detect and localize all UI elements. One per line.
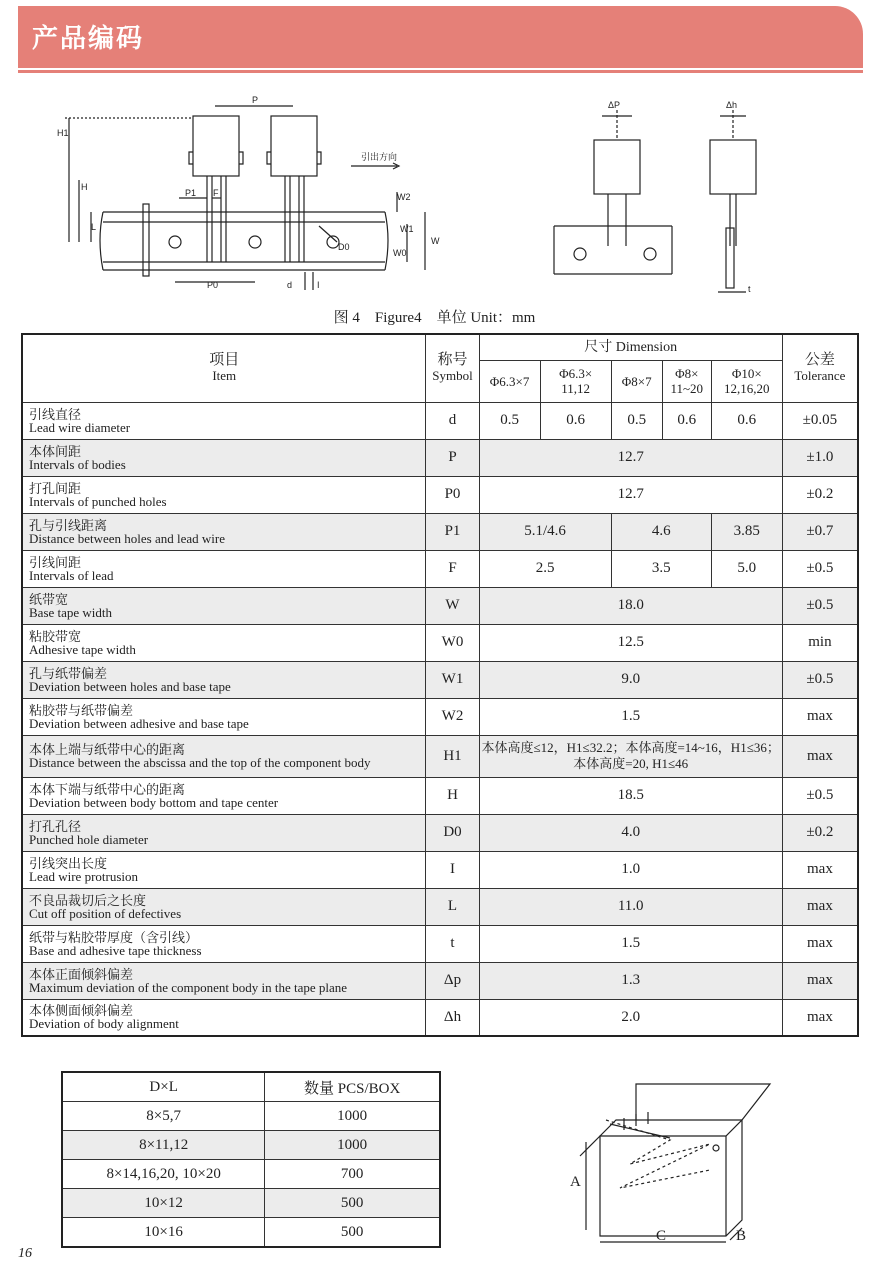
item-cn: 本体侧面倾斜偏差 xyxy=(29,1003,134,1019)
row-value: 0.6 xyxy=(662,402,711,439)
label-dp: ΔP xyxy=(608,100,621,110)
row-value: 12.5 xyxy=(479,624,782,661)
row-value: 18.5 xyxy=(479,777,782,814)
box-label-a: A xyxy=(570,1174,581,1190)
table-row xyxy=(22,402,858,439)
row-symbol: W xyxy=(426,587,479,624)
row-symbol: t xyxy=(426,925,479,962)
item-en: Distance between the abscissa and the top of the component body xyxy=(29,755,371,770)
row-item xyxy=(22,587,426,624)
row-value: 18.0 xyxy=(479,587,782,624)
row-value: 本体高度≤12，H1≤32.2；本体高度=14~16，H1≤36；本体高度=20, H1≤46 xyxy=(479,735,782,777)
row-item xyxy=(22,888,426,925)
row-tolerance: max xyxy=(782,925,858,962)
row-symbol: Δp xyxy=(426,962,479,999)
row-value: 2.5 xyxy=(479,550,611,587)
packing-head-1: 数量 PCS/BOX xyxy=(265,1072,440,1102)
packing-row xyxy=(62,1160,440,1189)
item-cn: 不良品裁切后之长度 xyxy=(29,892,147,908)
item-en: Punched hole diameter xyxy=(29,831,149,847)
label-w1: W1 xyxy=(400,224,414,234)
box-label-b: B xyxy=(736,1228,747,1244)
figure-caption: 图 4 Figure4 单位 Unit：mm xyxy=(333,310,536,326)
item-cn: 本体正面倾斜偏差 xyxy=(29,966,134,982)
item-cn: 引线间距 xyxy=(29,554,82,570)
table-row xyxy=(22,661,858,698)
row-item xyxy=(22,735,426,777)
page-title: 产品编码 xyxy=(32,24,145,54)
packing-row xyxy=(62,1131,440,1160)
packing-cell: 1000 xyxy=(265,1102,440,1131)
item-en: Cut off position of defectives xyxy=(29,905,182,921)
item-en: Lead wire protrusion xyxy=(29,868,139,884)
packing-row xyxy=(62,1218,440,1248)
item-cn: 打孔孔径 xyxy=(29,818,82,834)
item-en: Base tape width xyxy=(29,604,113,620)
row-value: 12.7 xyxy=(479,439,782,476)
label-p: P xyxy=(252,95,259,105)
row-symbol: P1 xyxy=(426,513,479,550)
item-cn: 本体上端与纸带中心的距离 xyxy=(29,742,186,757)
item-cn: 孔与引线距离 xyxy=(29,517,108,533)
item-en: Distance between holes and lead wire xyxy=(29,530,226,546)
label-h: H xyxy=(81,182,88,192)
spec-table xyxy=(21,333,859,1037)
label-w0: W0 xyxy=(393,248,407,258)
packing-cell: 8×5,7 xyxy=(62,1102,265,1131)
row-tolerance: ±0.2 xyxy=(782,814,858,851)
item-en: Deviation between body bottom and tape center xyxy=(29,794,279,810)
tape-dimension-figure xyxy=(55,92,465,297)
row-symbol: Δh xyxy=(426,999,479,1036)
col-symbol: 称号 Symbol xyxy=(426,334,479,402)
item-en: Base and adhesive tape thickness xyxy=(29,942,202,958)
row-item xyxy=(22,925,426,962)
row-value: 1.5 xyxy=(479,925,782,962)
row-tolerance: ±0.2 xyxy=(782,476,858,513)
row-value: 1.5 xyxy=(479,698,782,735)
packing-row xyxy=(62,1102,440,1131)
row-tolerance: ±0.5 xyxy=(782,661,858,698)
col-dimension: 尺寸 Dimension xyxy=(479,334,782,360)
packing-table xyxy=(61,1071,441,1248)
row-value: 3.85 xyxy=(711,513,782,550)
label-i: I xyxy=(317,280,320,290)
table-row xyxy=(22,888,858,925)
row-symbol: W1 xyxy=(426,661,479,698)
label-w: W xyxy=(431,236,440,246)
row-symbol: d xyxy=(426,402,479,439)
row-symbol: P xyxy=(426,439,479,476)
row-symbol: H1 xyxy=(426,735,479,777)
row-tolerance: max xyxy=(782,962,858,999)
row-symbol: I xyxy=(426,851,479,888)
size-col-4: Φ10× 12,16,20 xyxy=(711,360,782,402)
table-row xyxy=(22,587,858,624)
row-tolerance: max xyxy=(782,888,858,925)
row-value: 0.6 xyxy=(540,402,611,439)
row-item xyxy=(22,402,426,439)
label-p1: P1 xyxy=(185,188,197,198)
header-banner xyxy=(18,6,863,68)
packing-cell: 500 xyxy=(265,1218,440,1248)
row-tolerance: ±0.7 xyxy=(782,513,858,550)
row-value: 1.0 xyxy=(479,851,782,888)
label-d: d xyxy=(287,280,293,290)
row-tolerance: ±0.5 xyxy=(782,550,858,587)
row-tolerance: ±0.5 xyxy=(782,587,858,624)
row-item xyxy=(22,661,426,698)
box-drawing xyxy=(560,1080,780,1245)
row-value: 5.0 xyxy=(711,550,782,587)
row-item xyxy=(22,439,426,476)
box-label-c: C xyxy=(656,1228,667,1244)
table-row xyxy=(22,735,858,777)
page-number: 16 xyxy=(18,1246,32,1261)
row-item xyxy=(22,550,426,587)
row-item xyxy=(22,476,426,513)
packing-row xyxy=(62,1189,440,1218)
packing-cell: 700 xyxy=(265,1160,440,1189)
row-symbol: H xyxy=(426,777,479,814)
row-symbol: W0 xyxy=(426,624,479,661)
item-cn: 引线突出长度 xyxy=(29,855,108,871)
row-tolerance: ±0.05 xyxy=(782,402,858,439)
packing-cell: 10×12 xyxy=(62,1189,265,1218)
header-rule xyxy=(18,70,863,73)
item-en: Maximum deviation of the component body in the tape plane xyxy=(29,979,348,995)
label-d0: D0 xyxy=(338,242,350,252)
item-cn: 粘胶带与纸带偏差 xyxy=(29,702,134,718)
size-col-1: Φ6.3× 11,12 xyxy=(540,360,611,402)
table-row xyxy=(22,777,858,814)
item-en: Deviation between adhesive and base tape xyxy=(29,715,249,731)
row-value: 2.0 xyxy=(479,999,782,1036)
row-tolerance: ±1.0 xyxy=(782,439,858,476)
row-symbol: F xyxy=(426,550,479,587)
row-value: 9.0 xyxy=(479,661,782,698)
row-value: 0.5 xyxy=(479,402,540,439)
item-en: Adhesive tape width xyxy=(29,641,136,657)
row-item xyxy=(22,999,426,1036)
packing-cell: 500 xyxy=(265,1189,440,1218)
row-value: 1.3 xyxy=(479,962,782,999)
size-col-2: Φ8×7 xyxy=(611,360,662,402)
label-w2: W2 xyxy=(397,192,411,202)
row-value: 0.6 xyxy=(711,402,782,439)
row-item xyxy=(22,698,426,735)
size-col-3: Φ8× 11~20 xyxy=(662,360,711,402)
row-symbol: D0 xyxy=(426,814,479,851)
row-tolerance: min xyxy=(782,624,858,661)
item-en: Intervals of lead xyxy=(29,567,114,583)
table-row xyxy=(22,999,858,1036)
label-l: L xyxy=(91,222,97,232)
item-cn: 本体下端与纸带中心的距离 xyxy=(29,781,186,797)
item-en: Deviation between holes and base tape xyxy=(29,678,231,694)
item-cn: 粘胶带宽 xyxy=(29,628,82,644)
item-cn: 纸带与粘胶带厚度（含引线） xyxy=(29,929,199,945)
row-item xyxy=(22,777,426,814)
packing-head-0: D×L xyxy=(62,1072,265,1102)
table-row xyxy=(22,698,858,735)
row-tolerance: max xyxy=(782,698,858,735)
row-value: 12.7 xyxy=(479,476,782,513)
label-p0: P0 xyxy=(207,280,219,290)
item-cn: 孔与纸带偏差 xyxy=(29,665,108,681)
row-item xyxy=(22,624,426,661)
label-dh: Δh xyxy=(726,100,738,110)
row-value: 4.0 xyxy=(479,814,782,851)
table-row xyxy=(22,962,858,999)
item-en: Deviation of body alignment xyxy=(29,1016,179,1032)
item-en: Intervals of punched holes xyxy=(29,493,167,509)
row-value: 11.0 xyxy=(479,888,782,925)
table-row xyxy=(22,624,858,661)
label-h1: H1 xyxy=(57,128,69,138)
item-en: Lead wire diameter xyxy=(29,419,131,435)
row-item xyxy=(22,513,426,550)
row-item xyxy=(22,814,426,851)
label-f: F xyxy=(213,188,219,198)
item-en: Intervals of bodies xyxy=(29,456,126,472)
row-tolerance: max xyxy=(782,999,858,1036)
col-tolerance: 公差 Tolerance xyxy=(782,334,858,402)
row-value: 0.5 xyxy=(611,402,662,439)
row-symbol: P0 xyxy=(426,476,479,513)
tilt-dimension-figure xyxy=(550,96,840,301)
item-cn: 纸带宽 xyxy=(29,591,69,607)
packing-cell: 8×14,16,20, 10×20 xyxy=(62,1160,265,1189)
table-row xyxy=(22,439,858,476)
row-symbol: L xyxy=(426,888,479,925)
label-t: t xyxy=(748,284,751,294)
packing-cell: 1000 xyxy=(265,1131,440,1160)
row-tolerance: max xyxy=(782,851,858,888)
item-cn: 打孔间距 xyxy=(29,480,82,496)
row-item xyxy=(22,851,426,888)
row-symbol: W2 xyxy=(426,698,479,735)
item-cn: 引线直径 xyxy=(29,406,82,422)
table-row xyxy=(22,513,858,550)
table-row xyxy=(22,925,858,962)
row-item xyxy=(22,962,426,999)
item-cn: 本体间距 xyxy=(29,443,82,459)
table-row xyxy=(22,550,858,587)
row-tolerance: ±0.5 xyxy=(782,777,858,814)
table-row xyxy=(22,476,858,513)
packing-cell: 10×16 xyxy=(62,1218,265,1248)
col-item: 项目 Item xyxy=(22,334,426,402)
row-value: 4.6 xyxy=(611,513,711,550)
row-value: 3.5 xyxy=(611,550,711,587)
label-direction: 引出方向 xyxy=(361,152,398,162)
table-row xyxy=(22,814,858,851)
table-row xyxy=(22,851,858,888)
packing-cell: 8×11,12 xyxy=(62,1131,265,1160)
row-tolerance: max xyxy=(782,735,858,777)
size-col-0: Φ6.3×7 xyxy=(479,360,540,402)
row-value: 5.1/4.6 xyxy=(479,513,611,550)
